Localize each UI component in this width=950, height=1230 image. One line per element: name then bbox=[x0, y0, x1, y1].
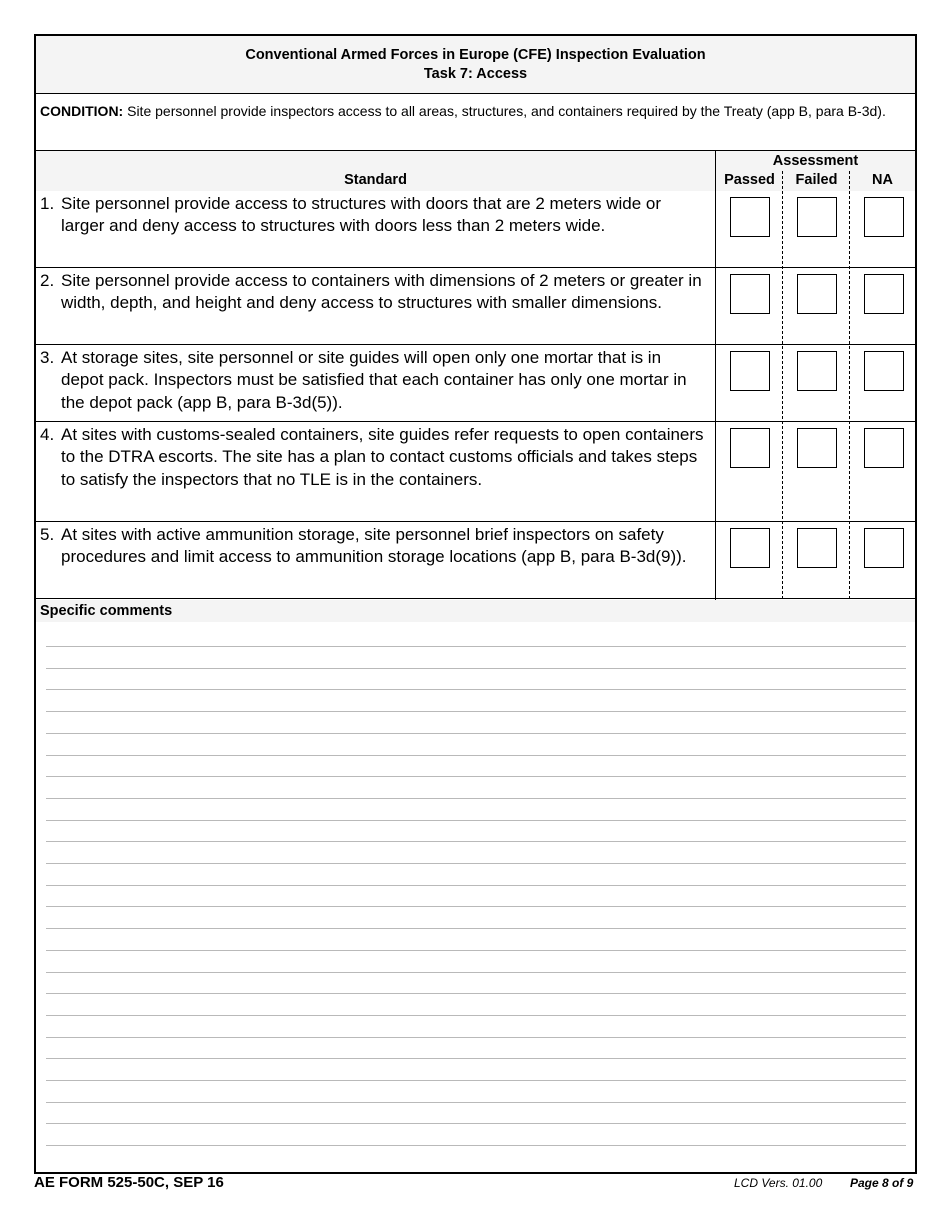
condition-label: CONDITION: bbox=[40, 103, 124, 119]
na-checkbox[interactable] bbox=[864, 274, 904, 314]
comment-line bbox=[46, 885, 906, 886]
comment-line bbox=[46, 1015, 906, 1016]
standard-item-description: At sites with customs-sealed containers, site guides refer requests to open containers to the DTRA escorts. The site has a plan to contact customs officials and takes steps to satisfy the inspectors that no TLE is in the containers. bbox=[61, 425, 704, 489]
failed-checkbox[interactable] bbox=[797, 274, 837, 314]
task-title: Task 7: Access bbox=[423, 66, 528, 82]
passed-checkbox[interactable] bbox=[730, 351, 770, 391]
comment-line bbox=[46, 863, 906, 864]
comment-line bbox=[46, 841, 906, 842]
comment-line bbox=[46, 1102, 906, 1103]
page-number: Page 8 of 9 bbox=[850, 1176, 914, 1190]
comment-line bbox=[46, 906, 906, 907]
na-checkbox[interactable] bbox=[864, 528, 904, 568]
passed-checkbox[interactable] bbox=[730, 428, 770, 468]
passed-failed-divider bbox=[782, 171, 783, 599]
condition-text: Site personnel provide inspectors access to all areas, structures, and containers required by the Treaty (app B, para B-3d). bbox=[123, 103, 886, 119]
na-checkbox[interactable] bbox=[864, 351, 904, 391]
comment-line bbox=[46, 928, 906, 929]
evaluation-form bbox=[34, 34, 917, 1174]
table-row bbox=[36, 345, 915, 422]
specific-comments-label: Specific comments bbox=[40, 603, 173, 619]
comment-line bbox=[46, 689, 906, 690]
na-column-header: NA bbox=[872, 172, 893, 188]
passed-checkbox[interactable] bbox=[730, 274, 770, 314]
passed-column-header: Passed bbox=[724, 172, 775, 188]
comment-line bbox=[46, 755, 906, 756]
comment-line bbox=[46, 798, 906, 799]
comment-line bbox=[46, 1037, 906, 1038]
standard-item-text bbox=[40, 524, 704, 569]
standard-item-text bbox=[40, 270, 704, 315]
table-row bbox=[36, 268, 915, 345]
table-row bbox=[36, 422, 915, 522]
comment-line bbox=[46, 950, 906, 951]
standard-item-number: 3. bbox=[40, 348, 55, 367]
standard-item-text bbox=[40, 424, 704, 491]
failed-checkbox[interactable] bbox=[797, 528, 837, 568]
failed-checkbox[interactable] bbox=[797, 197, 837, 237]
comment-line bbox=[46, 993, 906, 994]
version-label: LCD Vers. 01.00 bbox=[734, 1176, 823, 1190]
failed-column-header: Failed bbox=[795, 172, 838, 188]
form-title-block bbox=[36, 36, 915, 94]
standard-item-text bbox=[40, 347, 704, 414]
comment-line bbox=[46, 1123, 906, 1124]
comment-line bbox=[46, 733, 906, 734]
comment-line bbox=[46, 820, 906, 821]
failed-na-divider bbox=[849, 171, 850, 599]
na-checkbox[interactable] bbox=[864, 197, 904, 237]
standard-item-number: 4. bbox=[40, 425, 55, 444]
passed-checkbox[interactable] bbox=[730, 528, 770, 568]
passed-checkbox[interactable] bbox=[730, 197, 770, 237]
table-row bbox=[36, 522, 915, 599]
comment-line bbox=[46, 1080, 906, 1081]
failed-checkbox[interactable] bbox=[797, 428, 837, 468]
standard-item-text bbox=[40, 193, 704, 238]
na-checkbox[interactable] bbox=[864, 428, 904, 468]
standard-column-divider bbox=[715, 151, 716, 600]
standard-item-description: Site personnel provide access to containers with dimensions of 2 meters or greater in width, depth, and height and deny access to structures with smaller dimensions. bbox=[61, 271, 702, 313]
standard-item-number: 5. bbox=[40, 525, 55, 544]
standard-item-description: At storage sites, site personnel or site guides will open only one mortar that is in depot pack. Inspectors must be satisfied that each container has only one mortar in the depot pack (app B, para B-3d(5)). bbox=[61, 348, 687, 412]
table-row bbox=[36, 191, 915, 268]
specific-comments-header bbox=[36, 600, 915, 622]
assessment-header: Assessment bbox=[772, 153, 859, 169]
condition-text-block bbox=[40, 102, 901, 120]
comment-line bbox=[46, 776, 906, 777]
standard-item-description: Site personnel provide access to structures with doors that are 2 meters wide or larger and deny access to structures with doors less than 2 meters wide. bbox=[61, 194, 662, 236]
comment-line bbox=[46, 1058, 906, 1059]
comment-line bbox=[46, 646, 906, 647]
standard-item-description: At sites with active ammunition storage, site personnel brief inspectors on safety procedures and limit access to ammunition storage locations (app B, para B-3d(9)). bbox=[61, 525, 687, 567]
form-title: Conventional Armed Forces in Europe (CFE) Inspection Evaluation bbox=[245, 47, 706, 63]
comment-line bbox=[46, 668, 906, 669]
standard-item-number: 1. bbox=[40, 194, 55, 213]
standard-table-header bbox=[36, 151, 915, 191]
comment-line bbox=[46, 711, 906, 712]
form-number: AE FORM 525-50C, SEP 16 bbox=[34, 1174, 224, 1191]
standard-column-header: Standard bbox=[344, 172, 407, 188]
comment-line bbox=[46, 972, 906, 973]
comment-line bbox=[46, 1145, 906, 1146]
standard-item-number: 2. bbox=[40, 271, 55, 290]
failed-checkbox[interactable] bbox=[797, 351, 837, 391]
condition-section bbox=[36, 94, 915, 151]
